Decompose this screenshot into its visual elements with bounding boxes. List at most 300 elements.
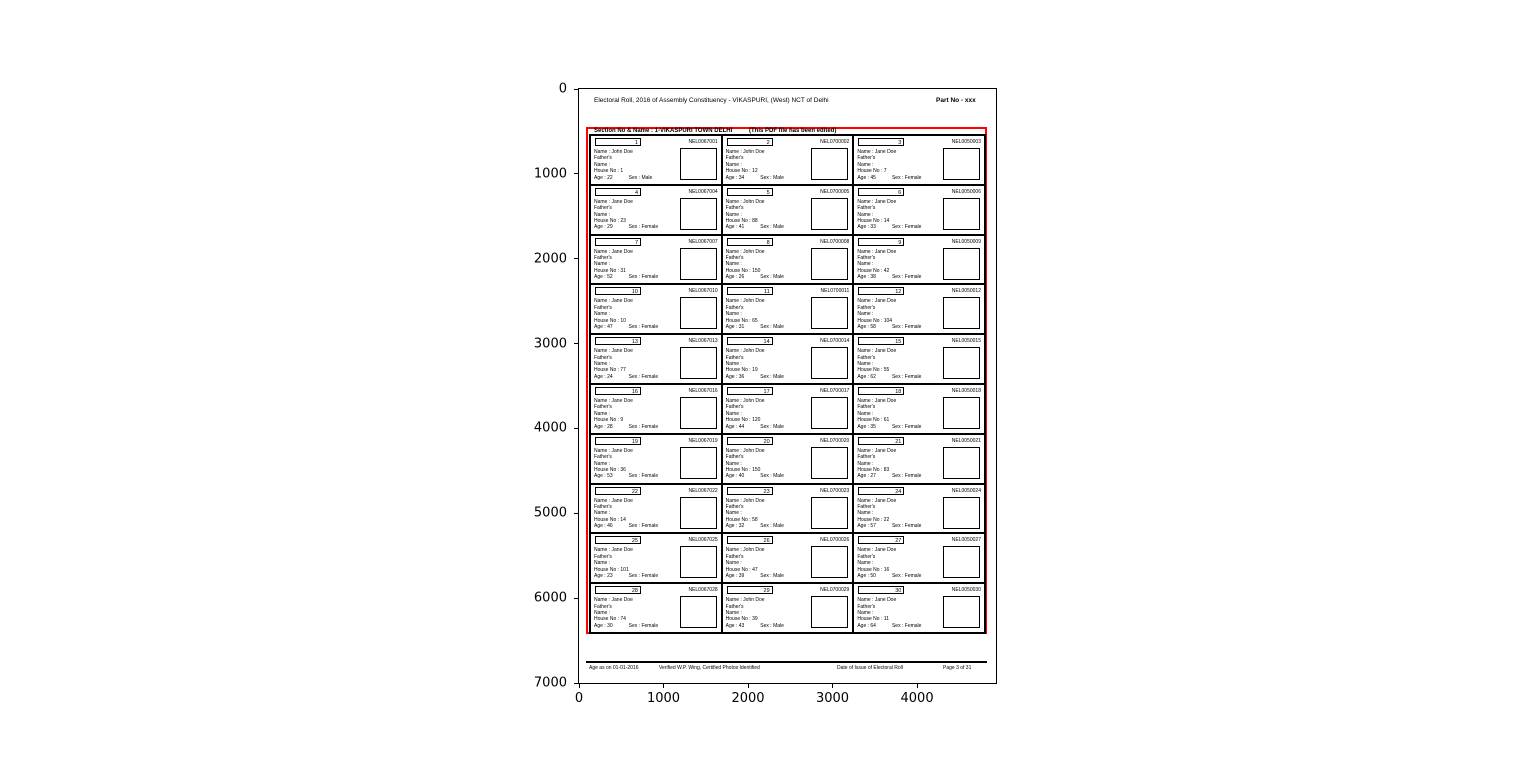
relation-line-2: Name : <box>857 610 874 616</box>
house-line: House No : 83 <box>857 467 890 474</box>
relation-line-2: Name : <box>857 560 874 567</box>
y-tick-label: 5000 <box>533 505 567 521</box>
relation-line-1: Father's <box>857 603 876 610</box>
name-line: Name : Jane Doe <box>857 547 897 554</box>
age-sex-line: Age : 30 Sex : Female <box>594 622 659 629</box>
y-tick-mark <box>574 89 578 90</box>
voter-card <box>854 385 984 433</box>
house-line: House No : 19 <box>725 367 758 374</box>
voter-card <box>854 485 984 533</box>
photo-box <box>811 198 848 230</box>
relation-line-2: Name : <box>594 510 611 517</box>
voter-card <box>854 236 984 284</box>
photo-box <box>943 198 980 230</box>
epic-number: NEL0700020 <box>820 437 850 444</box>
epic-number: NEL0067007 <box>688 238 718 245</box>
photo-box <box>943 347 980 379</box>
epic-number: NEL0050027 <box>951 537 981 544</box>
relation-line-2: Name : <box>725 410 742 417</box>
relation-line-1: Father's <box>594 404 612 411</box>
house-line: House No : 55 <box>857 367 890 374</box>
voter-card <box>591 335 721 383</box>
voter-card <box>854 285 984 333</box>
age-sex-line: Age : 64 Sex : Female <box>857 622 922 629</box>
relation-line-2: Name : <box>725 460 742 467</box>
name-line: Name : Jane Doe <box>857 348 897 355</box>
photo-box <box>680 546 717 578</box>
epic-number: NEL0050003 <box>951 139 981 145</box>
name-line: Name : John Doe <box>725 298 765 305</box>
serial-number-box: 8 <box>727 238 773 246</box>
voter-card-grid <box>589 134 986 634</box>
relation-line-2: Name : <box>857 410 874 417</box>
photo-box <box>680 497 717 529</box>
photo-box <box>680 447 717 479</box>
voter-card <box>854 435 984 483</box>
relation-line-2: Name : <box>725 560 742 567</box>
relation-line-1: Father's <box>594 603 612 610</box>
relation-line-1: Father's <box>594 155 612 162</box>
name-line: Name : Jane Doe <box>857 198 897 205</box>
name-line: Name : John Doe <box>725 198 765 205</box>
relation-line-1: Father's <box>725 454 744 461</box>
photo-box <box>811 297 848 329</box>
epic-number: NEL0700002 <box>820 139 850 145</box>
relation-line-1: Father's <box>857 553 876 560</box>
photo-box <box>811 347 848 379</box>
voter-card <box>591 136 721 184</box>
age-sex-line: Age : 43 Sex : Male <box>725 622 784 629</box>
age-sex-line: Age : 45 Sex : Female <box>857 174 922 181</box>
footer-divider <box>586 661 987 663</box>
age-sex-line: Age : 29 Sex : Female <box>594 224 659 231</box>
epic-number: NEL0700008 <box>820 238 850 245</box>
voter-card <box>723 285 853 333</box>
relation-line-2: Name : <box>594 161 611 168</box>
name-line: Name : Jane Doe <box>594 298 633 305</box>
age-sex-line: Age : 26 Sex : Male <box>725 274 784 281</box>
relation-line-2: Name : <box>725 510 742 517</box>
serial-number-box: 2 <box>727 138 773 146</box>
relation-line-1: Father's <box>725 205 744 212</box>
house-line: House No : 36 <box>594 467 626 474</box>
name-line: Name : Jane Doe <box>594 248 633 255</box>
epic-number: NEL0067022 <box>688 487 718 494</box>
y-tick-mark <box>574 173 578 174</box>
age-sex-line: Age : 24 Sex : Female <box>594 373 659 380</box>
serial-number-box: 18 <box>858 387 904 395</box>
epic-number: NEL0067004 <box>688 188 718 195</box>
name-line: Name : Jane Doe <box>594 547 633 554</box>
age-sex-line: Age : 58 Sex : Female <box>857 324 922 331</box>
y-tick-label: 3000 <box>533 336 567 352</box>
serial-number-box: 27 <box>858 536 904 544</box>
y-tick-label: 7000 <box>533 675 567 691</box>
relation-line-1: Father's <box>857 304 876 311</box>
edited-note: (This PDF file has been edited) <box>749 128 837 134</box>
serial-number-box: 12 <box>858 287 904 295</box>
name-line: Name : Jane Doe <box>594 348 633 355</box>
serial-number-box: 1 <box>595 138 641 146</box>
voter-card <box>854 136 984 184</box>
photo-box <box>943 447 980 479</box>
age-sex-line: Age : 27 Sex : Female <box>857 473 922 480</box>
house-line: House No : 61 <box>857 417 890 424</box>
relation-line-1: Father's <box>725 354 744 361</box>
serial-number-box: 26 <box>727 536 773 544</box>
photo-box <box>943 297 980 329</box>
age-sex-line: Age : 53 Sex : Female <box>594 473 659 480</box>
y-tick-label: 4000 <box>533 420 567 436</box>
photo-box <box>680 596 717 628</box>
serial-number-box: 30 <box>858 586 904 594</box>
relation-line-2: Name : <box>857 311 874 318</box>
relation-line-2: Name : <box>594 361 611 367</box>
relation-line-1: Father's <box>857 454 876 461</box>
relation-line-2: Name : <box>594 211 611 218</box>
y-tick-mark <box>574 683 578 684</box>
voter-card <box>854 186 984 234</box>
footer-page-number: Page 3 of 31 <box>943 665 972 671</box>
photo-box <box>943 596 980 628</box>
age-sex-line: Age : 46 Sex : Female <box>594 523 659 530</box>
age-sex-line: Age : 38 Sex : Female <box>857 274 922 281</box>
x-tick-label: 2000 <box>731 691 765 706</box>
y-tick-mark <box>574 258 578 259</box>
y-tick-label: 0 <box>558 81 567 97</box>
photo-box <box>943 248 980 280</box>
voter-card <box>591 435 721 483</box>
serial-number-box: 3 <box>858 138 904 146</box>
relation-line-2: Name : <box>594 261 611 268</box>
relation-line-2: Name : <box>725 161 742 168</box>
serial-number-box: 17 <box>727 387 773 395</box>
epic-number: NEL0067016 <box>688 387 718 394</box>
age-sex-line: Age : 22 Sex : Male <box>594 174 653 181</box>
serial-number-box: 5 <box>727 188 773 196</box>
serial-number-box: 15 <box>858 337 904 345</box>
plot-axes <box>533 81 997 706</box>
name-line: Name : Jane Doe <box>857 397 897 404</box>
house-line: House No : 104 <box>857 317 893 324</box>
relation-line-2: Name : <box>857 510 874 517</box>
name-line: Name : Jane Doe <box>857 597 897 604</box>
age-sex-line: Age : 62 Sex : Female <box>857 373 922 380</box>
house-line: House No : 74 <box>594 616 626 623</box>
voter-card <box>723 435 853 483</box>
name-line: Name : Jane Doe <box>594 497 633 504</box>
serial-number-box: 28 <box>595 586 641 594</box>
epic-number: NEL0050021 <box>951 437 981 444</box>
name-line: Name : Jane Doe <box>857 149 897 155</box>
epic-number: NEL0700014 <box>820 338 850 345</box>
voter-card <box>591 485 721 533</box>
name-line: Name : Jane Doe <box>594 597 633 604</box>
voter-card <box>723 236 853 284</box>
photo-box <box>680 148 717 180</box>
name-line: Name : John Doe <box>594 149 633 155</box>
epic-number: NEL0050009 <box>951 238 981 245</box>
epic-number: NEL0050030 <box>951 587 981 594</box>
photo-box <box>811 148 848 180</box>
x-tick-label: 4000 <box>900 691 934 706</box>
relation-line-1: Father's <box>725 404 744 411</box>
age-sex-line: Age : 44 Sex : Male <box>725 423 784 430</box>
relation-line-2: Name : <box>857 460 874 467</box>
relation-line-1: Father's <box>857 155 876 162</box>
voter-card <box>723 534 853 582</box>
serial-number-box: 25 <box>595 536 641 544</box>
voter-card <box>723 136 853 184</box>
epic-number: NEL0067028 <box>688 587 718 594</box>
serial-number-box: 13 <box>595 337 641 345</box>
serial-number-box: 16 <box>595 387 641 395</box>
relation-line-1: Father's <box>857 255 876 261</box>
y-tick-mark <box>574 428 578 429</box>
footer-age-note: Age as on 01-01-2016 <box>589 665 639 671</box>
y-tick-mark <box>574 343 578 344</box>
name-line: Name : John Doe <box>725 497 765 504</box>
voter-card <box>854 534 984 582</box>
serial-number-box: 14 <box>727 337 773 345</box>
house-line: House No : 39 <box>725 616 758 623</box>
house-line: House No : 150 <box>725 267 761 274</box>
y-tick-label: 2000 <box>533 251 567 267</box>
age-sex-line: Age : 50 Sex : Female <box>857 573 922 580</box>
relation-line-2: Name : <box>594 460 611 467</box>
relation-line-1: Father's <box>594 304 612 311</box>
age-sex-line: Age : 40 Sex : Male <box>725 473 784 480</box>
relation-line-1: Father's <box>594 205 612 212</box>
age-sex-line: Age : 23 Sex : Female <box>594 573 659 580</box>
photo-box <box>943 397 980 429</box>
relation-line-2: Name : <box>857 211 874 218</box>
house-line: House No : 14 <box>594 516 626 523</box>
photo-box <box>811 447 848 479</box>
voter-card <box>723 385 853 433</box>
voter-card <box>723 584 853 632</box>
age-sex-line: Age : 39 Sex : Male <box>725 573 784 580</box>
name-line: Name : Jane Doe <box>594 198 633 205</box>
y-tick-mark <box>574 598 578 599</box>
voter-card <box>591 285 721 333</box>
voter-card <box>591 236 721 284</box>
relation-line-1: Father's <box>725 553 744 560</box>
epic-number: NEL0700023 <box>820 487 850 494</box>
photo-box <box>680 248 717 280</box>
house-line: House No : 31 <box>594 267 626 274</box>
name-line: Name : Jane Doe <box>857 298 897 305</box>
relation-line-2: Name : <box>594 560 611 567</box>
section-header: Section No & Name : 1-VIKASPURI TOWN DELHI <box>594 128 733 134</box>
name-line: Name : John Doe <box>725 447 765 454</box>
part-number: Part No - xxx <box>936 97 976 104</box>
epic-number: NEL0700005 <box>820 188 850 195</box>
house-line: House No : 10 <box>594 317 626 324</box>
serial-number-box: 7 <box>595 238 641 246</box>
house-line: House No : 1 <box>594 168 624 175</box>
footer-ero-note: Date of Issue of Electoral Roll <box>837 665 903 671</box>
epic-number: NEL0050006 <box>951 188 981 195</box>
age-sex-line: Age : 36 Sex : Male <box>725 373 784 380</box>
house-line: House No : 88 <box>725 218 758 225</box>
epic-number: NEL0067010 <box>688 288 718 295</box>
y-tick-label: 6000 <box>533 590 567 606</box>
voter-card <box>854 584 984 632</box>
age-sex-line: Age : 33 Sex : Female <box>857 224 922 231</box>
relation-line-1: Father's <box>594 454 612 461</box>
serial-number-box: 20 <box>727 437 773 445</box>
house-line: House No : 7 <box>857 168 887 175</box>
serial-number-box: 24 <box>858 487 904 495</box>
voter-card <box>854 335 984 383</box>
house-line: House No : 65 <box>725 317 758 324</box>
relation-line-2: Name : <box>594 311 611 318</box>
relation-line-1: Father's <box>725 255 744 261</box>
house-line: House No : 42 <box>857 267 890 274</box>
relation-line-1: Father's <box>857 205 876 212</box>
relation-line-2: Name : <box>857 361 874 367</box>
relation-line-2: Name : <box>725 610 742 616</box>
relation-line-1: Father's <box>857 354 876 361</box>
relation-line-1: Father's <box>594 504 612 510</box>
epic-number: NEL0067013 <box>688 338 718 345</box>
epic-number: NEL0067001 <box>688 139 718 145</box>
photo-box <box>943 546 980 578</box>
name-line: Name : John Doe <box>725 547 765 554</box>
photo-box <box>811 397 848 429</box>
roll-title: Electoral Roll, 2016 of Assembly Constituency - VIKASPURI, (West) NCT of Delhi <box>594 97 829 104</box>
house-line: House No : 16 <box>857 566 890 573</box>
house-line: House No : 58 <box>725 516 758 523</box>
relation-line-2: Name : <box>857 161 874 168</box>
relation-line-1: Father's <box>725 603 744 610</box>
epic-number: NEL0050012 <box>951 288 981 295</box>
photo-box <box>680 297 717 329</box>
age-sex-line: Age : 47 Sex : Female <box>594 324 659 331</box>
photo-box <box>811 497 848 529</box>
epic-number: NEL0700011 <box>820 288 850 295</box>
voter-card <box>591 385 721 433</box>
serial-number-box: 10 <box>595 287 641 295</box>
serial-number-box: 21 <box>858 437 904 445</box>
name-line: Name : Jane Doe <box>594 447 633 454</box>
photo-box <box>680 347 717 379</box>
voter-card <box>591 534 721 582</box>
age-sex-line: Age : 52 Sex : Female <box>594 274 659 281</box>
house-line: House No : 9 <box>594 417 624 424</box>
photo-box <box>811 248 848 280</box>
age-sex-line: Age : 41 Sex : Male <box>725 224 784 231</box>
house-line: House No : 14 <box>857 218 890 225</box>
epic-number: NEL0050018 <box>951 387 981 394</box>
voter-card <box>723 485 853 533</box>
relation-line-2: Name : <box>594 410 611 417</box>
house-line: House No : 11 <box>857 616 889 623</box>
epic-number: NEL0700017 <box>820 387 850 394</box>
x-tick-label: 1000 <box>646 691 681 706</box>
voter-card <box>723 186 853 234</box>
house-line: House No : 120 <box>725 417 761 424</box>
relation-line-2: Name : <box>594 610 611 616</box>
house-line: House No : 12 <box>725 168 758 175</box>
serial-number-box: 11 <box>727 287 773 295</box>
name-line: Name : John Doe <box>725 597 765 604</box>
voter-card <box>723 335 853 383</box>
age-sex-line: Age : 32 Sex : Male <box>725 523 784 530</box>
document-page <box>579 89 996 683</box>
age-sex-line: Age : 31 Sex : Male <box>725 324 784 331</box>
serial-number-box: 6 <box>858 188 904 196</box>
epic-number: NEL0050024 <box>951 487 981 494</box>
photo-box <box>943 148 980 180</box>
serial-number-box: 23 <box>727 487 773 495</box>
x-tick-label: 0 <box>574 691 584 706</box>
age-sex-line: Age : 34 Sex : Male <box>725 174 784 181</box>
relation-line-1: Father's <box>857 404 876 411</box>
name-line: Name : John Doe <box>725 397 765 404</box>
y-tick-mark <box>574 513 578 514</box>
name-line: Name : John Doe <box>725 149 765 155</box>
epic-number: NEL0067019 <box>688 437 718 444</box>
age-sex-line: Age : 35 Sex : Female <box>857 423 922 430</box>
name-line: Name : Jane Doe <box>857 497 897 504</box>
relation-line-2: Name : <box>725 211 742 218</box>
name-line: Name : John Doe <box>725 348 765 355</box>
relation-line-2: Name : <box>725 361 742 367</box>
house-line: House No : 22 <box>857 516 890 523</box>
house-line: House No : 150 <box>725 467 761 474</box>
serial-number-box: 22 <box>595 487 641 495</box>
photo-box <box>680 198 717 230</box>
epic-number: NEL0050015 <box>951 338 981 345</box>
serial-number-box: 29 <box>727 586 773 594</box>
photo-box <box>811 596 848 628</box>
house-line: House No : 23 <box>594 218 626 225</box>
epic-number: NEL0067025 <box>688 537 718 544</box>
house-line: House No : 101 <box>594 566 629 573</box>
age-sex-line: Age : 28 Sex : Female <box>594 423 659 430</box>
relation-line-2: Name : <box>857 261 874 268</box>
relation-line-1: Father's <box>857 504 876 510</box>
epic-number: NEL0700029 <box>820 587 850 594</box>
relation-line-2: Name : <box>725 261 742 268</box>
voter-card <box>591 584 721 632</box>
house-line: House No : 77 <box>594 367 626 374</box>
name-line: Name : Jane Doe <box>857 248 897 255</box>
voter-card <box>591 186 721 234</box>
name-line: Name : John Doe <box>725 248 765 255</box>
age-sex-line: Age : 57 Sex : Female <box>857 523 922 530</box>
relation-line-1: Father's <box>725 504 744 510</box>
serial-number-box: 9 <box>858 238 904 246</box>
photo-box <box>680 397 717 429</box>
photo-box <box>943 497 980 529</box>
name-line: Name : Jane Doe <box>594 397 633 404</box>
photo-box <box>811 546 848 578</box>
name-line: Name : Jane Doe <box>857 447 897 454</box>
footer-issue-note: Verified W.P. Wing, Certified Photos Identified <box>659 665 760 671</box>
y-tick-label: 1000 <box>533 166 567 182</box>
relation-line-2: Name : <box>725 311 742 318</box>
relation-line-1: Father's <box>725 155 744 162</box>
x-tick-label: 3000 <box>815 691 850 706</box>
relation-line-1: Father's <box>725 304 744 311</box>
serial-number-box: 19 <box>595 437 641 445</box>
relation-line-1: Father's <box>594 553 612 560</box>
epic-number: NEL0700026 <box>820 537 850 544</box>
house-line: House No : 47 <box>725 566 758 573</box>
